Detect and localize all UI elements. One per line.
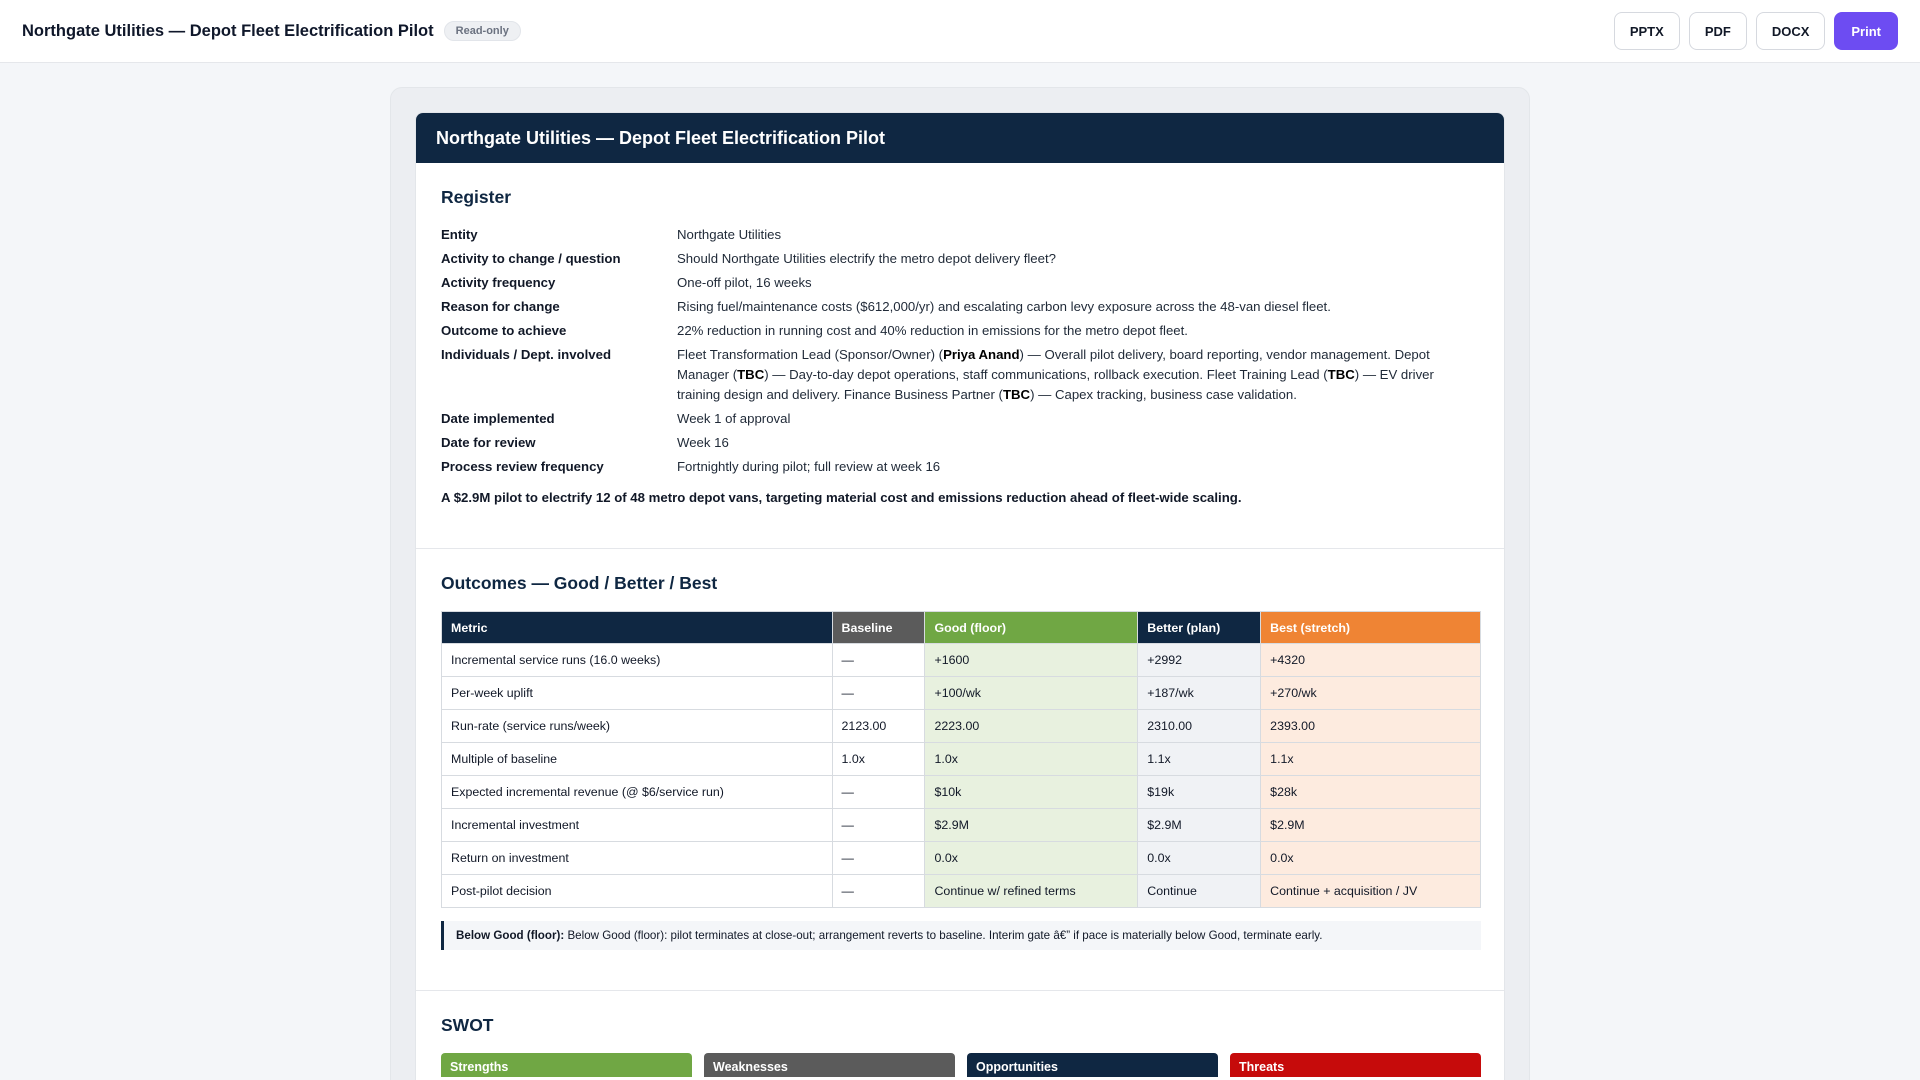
export-docx-button[interactable]: DOCX bbox=[1756, 12, 1826, 50]
individuals-name-2: TBC bbox=[737, 367, 765, 382]
cell-metric: Per-week uplift bbox=[442, 677, 833, 710]
app-title: Northgate Utilities — Depot Fleet Electrification Pilot bbox=[22, 21, 434, 40]
cell-best: $28k bbox=[1261, 776, 1481, 809]
export-pdf-button[interactable]: PDF bbox=[1689, 12, 1747, 50]
cell-baseline: — bbox=[832, 809, 925, 842]
cell-good: 1.0x bbox=[925, 743, 1138, 776]
cell-best: 0.0x bbox=[1261, 842, 1481, 875]
cell-best: Continue + acquisition / JV bbox=[1261, 875, 1481, 908]
register-title: Register bbox=[441, 187, 512, 207]
cell-good: 0.0x bbox=[925, 842, 1138, 875]
cell-metric: Multiple of baseline bbox=[442, 743, 833, 776]
print-button[interactable]: Print bbox=[1834, 12, 1898, 50]
swot-weaknesses-header: Weaknesses bbox=[704, 1053, 955, 1077]
export-pptx-button[interactable]: PPTX bbox=[1614, 12, 1680, 50]
cell-better: +187/wk bbox=[1138, 677, 1261, 710]
cell-good: 2223.00 bbox=[925, 710, 1138, 743]
cell-metric: Post-pilot decision bbox=[442, 875, 833, 908]
header-baseline: Baseline bbox=[832, 612, 925, 644]
cell-best: 2393.00 bbox=[1261, 710, 1481, 743]
individuals-name-1: Priya Anand bbox=[943, 347, 1020, 362]
register-value-reason: Rising fuel/maintenance costs ($612,000/yr) and escalating carbon levy exposure across the 48-van diesel fleet. bbox=[677, 299, 1331, 314]
register-label-reason: Reason for change bbox=[441, 299, 560, 314]
individuals-text-5: ) — Capex tracking, business case validation. bbox=[1030, 387, 1297, 402]
export-toolbar bbox=[1614, 12, 1898, 50]
register-value-implemented: Week 1 of approval bbox=[677, 411, 791, 426]
cell-baseline: — bbox=[832, 776, 925, 809]
cell-baseline: 2123.00 bbox=[832, 710, 925, 743]
register-label-frequency: Activity frequency bbox=[441, 275, 556, 290]
cell-metric: Return on investment bbox=[442, 842, 833, 875]
cell-good: Continue w/ refined terms bbox=[925, 875, 1138, 908]
individuals-name-3: TBC bbox=[1327, 367, 1355, 382]
cell-good: +1600 bbox=[925, 644, 1138, 677]
individuals-text-4: ) — EV driver training design and delivery. Finance Business Partner ( bbox=[677, 367, 1434, 402]
cell-better: $19k bbox=[1138, 776, 1261, 809]
cell-metric: Incremental service runs (16.0 weeks) bbox=[442, 644, 833, 677]
cell-good: +100/wk bbox=[925, 677, 1138, 710]
register-value-review: Week 16 bbox=[677, 435, 729, 450]
swot-grid bbox=[441, 1053, 1479, 1077]
swot-threats-header: Threats bbox=[1230, 1053, 1481, 1077]
register-section bbox=[416, 163, 1504, 505]
cell-metric: Expected incremental revenue (@ $6/service run) bbox=[442, 776, 833, 809]
document-header: Northgate Utilities — Depot Fleet Electrification Pilot bbox=[416, 113, 1504, 163]
header-good: Good (floor) bbox=[925, 612, 1138, 644]
cell-better: Continue bbox=[1138, 875, 1261, 908]
table-row bbox=[442, 776, 1481, 809]
header-best: Best (stretch) bbox=[1261, 612, 1481, 644]
cell-better: 2310.00 bbox=[1138, 710, 1261, 743]
note-text: Below Good (floor): pilot terminates at close-out; arrangement reverts to baseline. Interim gate â€” if pace is materially below Good, terminate early. bbox=[567, 929, 1323, 942]
individuals-text-1: Fleet Transformation Lead (Sponsor/Owner) ( bbox=[677, 347, 944, 362]
register-value-review-frequency: Fortnightly during pilot; full review at week 16 bbox=[677, 459, 941, 474]
outcomes-header-row bbox=[442, 612, 1481, 644]
top-bar bbox=[0, 0, 1920, 63]
register-label-entity: Entity bbox=[441, 227, 478, 242]
swot-opportunities-header: Opportunities bbox=[967, 1053, 1218, 1077]
table-row bbox=[442, 743, 1481, 776]
register-value-entity: Northgate Utilities bbox=[677, 227, 782, 242]
individuals-text-3: ) — Day-to-day depot operations, staff communications, rollback execution. Fleet Training Lead ( bbox=[764, 367, 1328, 382]
register-value-outcome: 22% reduction in running cost and 40% reduction in emissions for the metro depot fleet. bbox=[677, 323, 1188, 338]
cell-baseline: 1.0x bbox=[832, 743, 925, 776]
document bbox=[415, 112, 1505, 1080]
table-row bbox=[442, 710, 1481, 743]
header-better: Better (plan) bbox=[1138, 612, 1261, 644]
register-value-activity: Should Northgate Utilities electrify the metro depot delivery fleet? bbox=[677, 251, 1056, 266]
register-label-implemented: Date implemented bbox=[441, 411, 555, 426]
cell-baseline: — bbox=[832, 677, 925, 710]
document-sheet bbox=[390, 87, 1530, 1080]
outcomes-section bbox=[416, 549, 1504, 950]
cell-better: +2992 bbox=[1138, 644, 1261, 677]
table-row bbox=[442, 875, 1481, 908]
cell-best: +270/wk bbox=[1261, 677, 1481, 710]
cell-best: $2.9M bbox=[1261, 809, 1481, 842]
cell-better: $2.9M bbox=[1138, 809, 1261, 842]
table-row bbox=[442, 644, 1481, 677]
swot-section bbox=[416, 991, 1504, 1077]
cell-metric: Incremental investment bbox=[442, 809, 833, 842]
note-label: Below Good (floor): bbox=[456, 929, 565, 942]
table-row bbox=[442, 809, 1481, 842]
below-good-note bbox=[441, 921, 1481, 950]
individuals-text-2: ) — Overall pilot delivery, board reporting, vendor management. Depot Manager ( bbox=[677, 347, 1430, 382]
register-label-individuals: Individuals / Dept. involved bbox=[441, 347, 612, 362]
outcomes-table bbox=[441, 611, 1481, 908]
register-label-review: Date for review bbox=[441, 435, 536, 450]
cell-better: 1.1x bbox=[1138, 743, 1261, 776]
register-label-outcome: Outcome to achieve bbox=[441, 323, 567, 338]
cell-baseline: — bbox=[832, 875, 925, 908]
register-value-frequency: One-off pilot, 16 weeks bbox=[677, 275, 812, 290]
swot-strengths-header: Strengths bbox=[441, 1053, 692, 1077]
table-row bbox=[442, 677, 1481, 710]
cell-good: $10k bbox=[925, 776, 1138, 809]
cell-good: $2.9M bbox=[925, 809, 1138, 842]
cell-metric: Run-rate (service runs/week) bbox=[442, 710, 833, 743]
swot-title: SWOT bbox=[441, 1015, 494, 1035]
register-label-review-frequency: Process review frequency bbox=[441, 459, 604, 474]
read-only-badge: Read-only bbox=[444, 21, 521, 41]
outcomes-title: Outcomes — Good / Better / Best bbox=[441, 573, 718, 593]
cell-best: 1.1x bbox=[1261, 743, 1481, 776]
individuals-name-4: TBC bbox=[1002, 387, 1031, 402]
register-summary: A $2.9M pilot to electrify 12 of 48 metro depot vans, targeting material cost and emissions reduction ahead of fleet-wide scaling. bbox=[441, 490, 1242, 505]
header-metric: Metric bbox=[442, 612, 833, 644]
cell-baseline: — bbox=[832, 644, 925, 677]
cell-better: 0.0x bbox=[1138, 842, 1261, 875]
register-grid bbox=[441, 225, 1479, 477]
table-row bbox=[442, 842, 1481, 875]
register-label-activity: Activity to change / question bbox=[441, 251, 621, 266]
cell-baseline: — bbox=[832, 842, 925, 875]
cell-best: +4320 bbox=[1261, 644, 1481, 677]
register-value-individuals bbox=[677, 345, 1479, 405]
